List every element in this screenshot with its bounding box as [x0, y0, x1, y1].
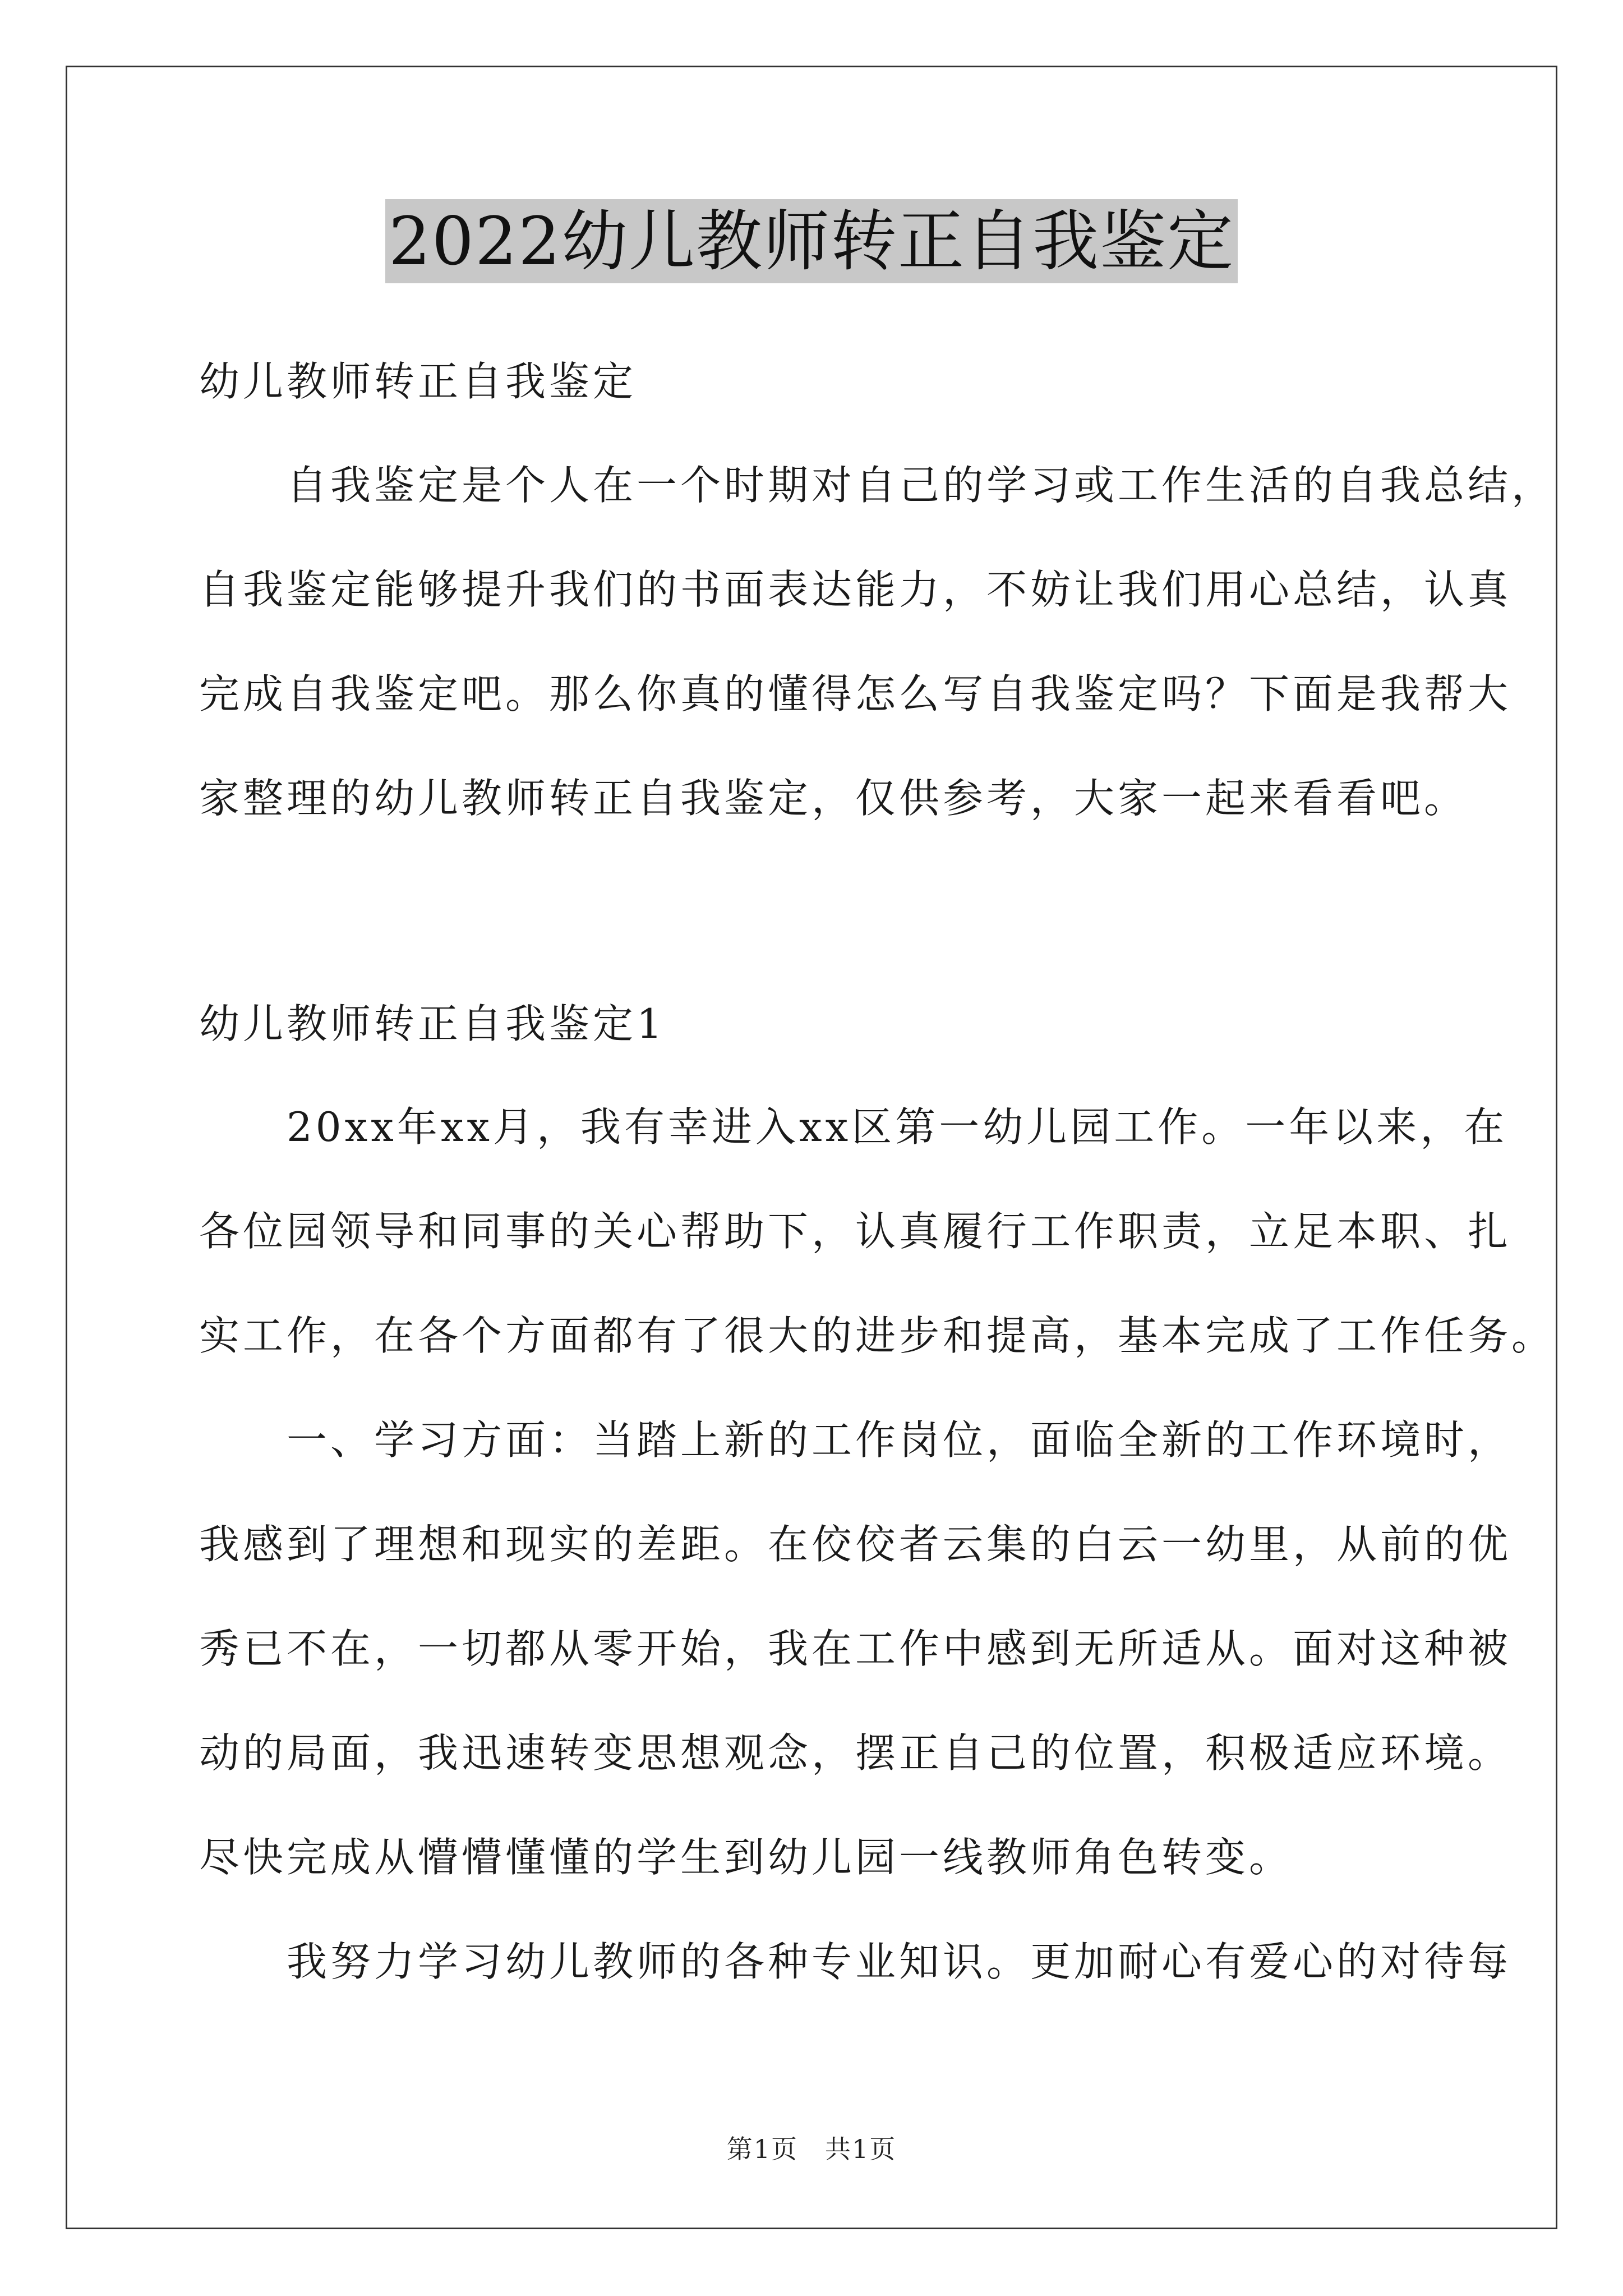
document-title: 2022幼儿教师转正自我鉴定 — [385, 199, 1238, 283]
body-line: 尽快完成从懵懵懂懂的学生到幼儿园一线教师角色转变。 — [199, 1834, 1293, 1881]
body-line: 我努力学习幼儿教师的各种专业知识。更加耐心有爱心的对待每 — [199, 1938, 1512, 1985]
body-line: 实工作，在各个方面都有了很大的进步和提高，基本完成了工作任务。 — [199, 1312, 1556, 1359]
body-line: 我感到了理想和现实的差距。在佼佼者云集的白云一幼里，从前的优 — [199, 1521, 1512, 1568]
intro-line: 自我鉴定是个人在一个时期对自己的学习或工作生活的自我总结， — [199, 462, 1556, 509]
body-line: 秀已不在，一切都从零开始，我在工作中感到无所适从。面对这种被 — [199, 1625, 1512, 1672]
intro-line: 自我鉴定能够提升我们的书面表达能力，不妨让我们用心总结，认真 — [199, 566, 1512, 613]
document-subtitle: 幼儿教师转正自我鉴定 — [199, 358, 637, 405]
page-number-footer: 第1页 共1页 — [726, 2134, 897, 2164]
body-line: 动的局面，我迅速转变思想观念，摆正自己的位置，积极适应环境。 — [199, 1729, 1512, 1777]
intro-paragraph — [199, 433, 1556, 850]
body-line: 各位园领导和同事的关心帮助下，认真履行工作职责，立足本职、扎 — [199, 1208, 1512, 1255]
intro-line: 家整理的幼儿教师转正自我鉴定，仅供参考，大家一起来看看吧。 — [199, 775, 1468, 822]
body-line: 一、学习方面：当踏上新的工作岗位，面临全新的工作环境时， — [199, 1416, 1512, 1464]
body-line: 20xx年xx月，我有幸进入xx区第一幼儿园工作。一年以来，在 — [199, 1103, 1508, 1151]
title-container — [0, 199, 1623, 283]
body-text — [199, 1075, 1556, 2014]
section-heading: 幼儿教师转正自我鉴定1 — [199, 1000, 666, 1047]
intro-line: 完成自我鉴定吧。那么你真的懂得怎么写自我鉴定吗？下面是我帮大 — [199, 670, 1512, 717]
